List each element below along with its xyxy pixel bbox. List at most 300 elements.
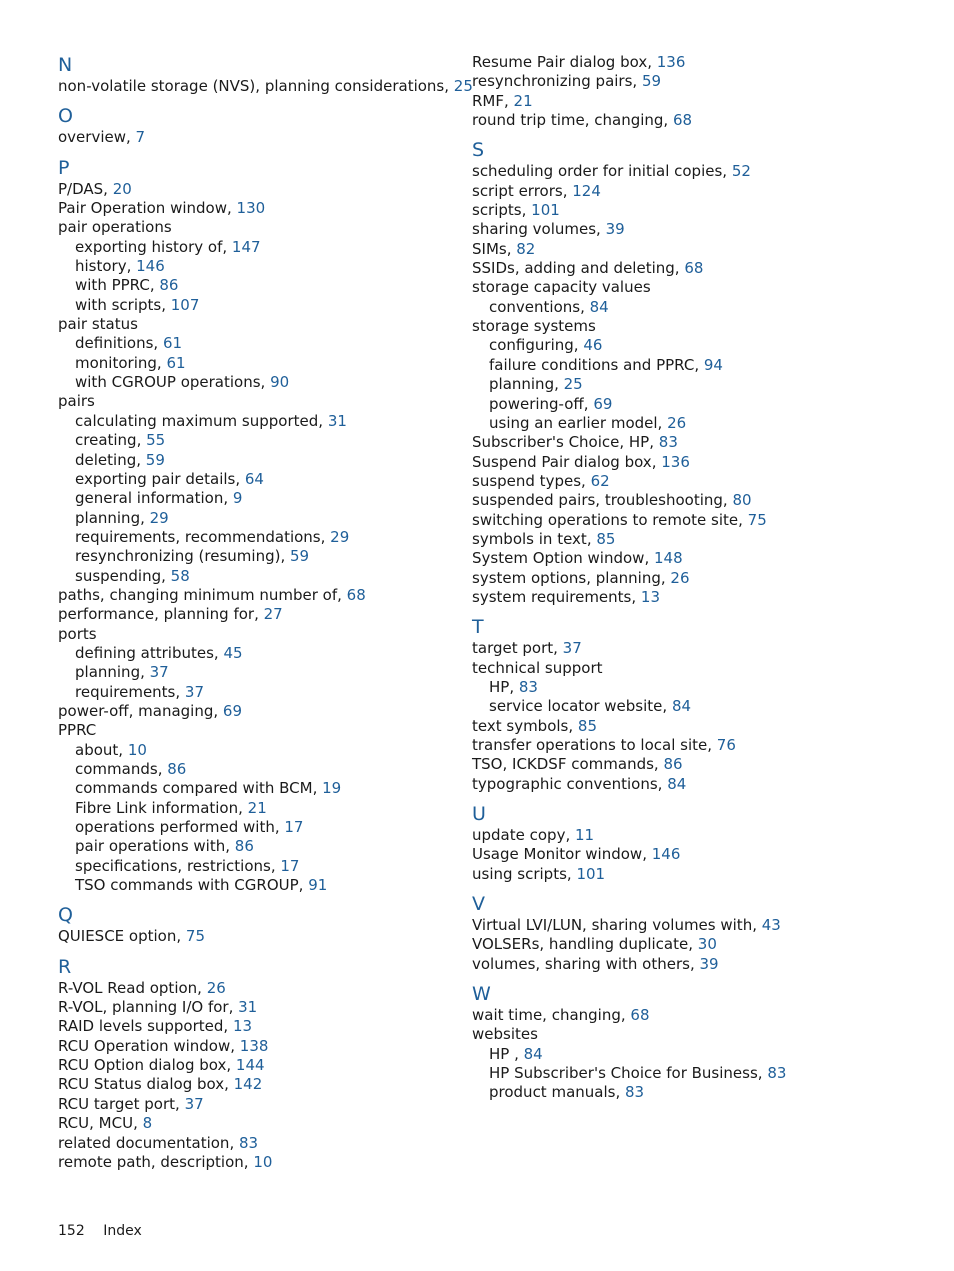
entry-term: scripts xyxy=(472,201,522,220)
page-link[interactable]: 37 xyxy=(184,1094,204,1113)
page-link[interactable]: 25 xyxy=(563,375,583,394)
page-link[interactable]: 148 xyxy=(654,549,683,568)
page-separator: , xyxy=(657,774,668,793)
entry-term: calculating maximum supported xyxy=(75,411,319,430)
entry-term: HP Subscriber's Choice for Business xyxy=(489,1064,758,1083)
entry-term: operations performed with xyxy=(75,818,275,837)
page-link[interactable]: 39 xyxy=(605,220,625,239)
index-entry xyxy=(58,702,458,721)
index-subentry xyxy=(58,238,458,257)
entry-term: symbols in text xyxy=(472,529,587,548)
page-link[interactable]: 101 xyxy=(576,864,606,883)
index-subentry xyxy=(58,663,458,682)
page-link[interactable]: 138 xyxy=(239,1036,269,1055)
entry-term: wait time, changing xyxy=(472,1006,621,1025)
entry-term: commands compared with BCM xyxy=(75,779,313,798)
entry-term: Resume Pair dialog box xyxy=(472,53,648,71)
page-link[interactable]: 84 xyxy=(589,297,609,316)
index-entry xyxy=(472,845,872,864)
page-link[interactable]: 124 xyxy=(572,181,601,200)
index-subentry xyxy=(58,857,458,876)
index-entry xyxy=(58,1056,458,1075)
page-link[interactable]: 55 xyxy=(146,431,166,450)
page-separator: , xyxy=(642,845,652,864)
page-link[interactable]: 37 xyxy=(149,663,169,682)
index-entry xyxy=(58,1153,458,1172)
page-link[interactable]: 7 xyxy=(135,128,146,147)
index-subentry xyxy=(472,1083,872,1102)
index-entry xyxy=(472,491,872,510)
page-separator: , xyxy=(133,1114,143,1133)
page-link[interactable]: 30 xyxy=(697,935,717,954)
page-link[interactable]: 83 xyxy=(625,1083,645,1102)
entry-term: transfer operations to local site xyxy=(472,736,708,754)
page-link[interactable]: 45 xyxy=(223,643,243,662)
index-entry xyxy=(472,1025,872,1044)
entry-term: using scripts xyxy=(472,864,567,883)
index-entry xyxy=(472,955,872,974)
index-entry xyxy=(472,588,872,607)
index-entry xyxy=(472,569,872,588)
page-link[interactable]: 86 xyxy=(663,755,683,774)
index-subentry xyxy=(58,818,458,837)
page-link[interactable]: 136 xyxy=(656,53,686,71)
page-link[interactable]: 26 xyxy=(667,413,687,432)
page-link[interactable]: 21 xyxy=(513,91,533,110)
entry-term: suspend types xyxy=(472,471,582,490)
entry-term: TSO, ICKDSF commands xyxy=(472,755,654,774)
entry-term: with CGROUP operations xyxy=(75,373,261,392)
entry-term: RCU target port xyxy=(58,1094,176,1113)
entry-term: power-off, managing xyxy=(58,701,214,720)
entry-term: RAID levels supported xyxy=(58,1017,224,1036)
entry-term: planning xyxy=(75,508,141,527)
page-separator: , xyxy=(581,471,591,490)
page-separator: , xyxy=(562,181,573,200)
index-entry xyxy=(472,530,872,549)
index-section-t xyxy=(472,615,872,794)
page-separator: , xyxy=(213,701,223,720)
page-link[interactable]: 146 xyxy=(136,257,165,276)
page-link[interactable]: 17 xyxy=(280,856,300,875)
entry-term: requirements, recommendations xyxy=(75,527,321,546)
page-link[interactable]: 8 xyxy=(142,1114,153,1133)
page-link[interactable]: 86 xyxy=(159,276,179,295)
page-link[interactable]: 68 xyxy=(672,111,693,130)
entry-term: Virtual LVI/LUN, sharing volumes with xyxy=(472,916,753,935)
page-separator: , xyxy=(752,916,762,935)
page-link[interactable]: 64 xyxy=(244,469,264,488)
page-link[interactable]: 91 xyxy=(308,876,328,895)
index-entry xyxy=(472,111,872,130)
index-entry xyxy=(472,53,872,72)
page-link[interactable]: 75 xyxy=(185,927,205,946)
page-separator: , xyxy=(230,1036,240,1055)
index-entry xyxy=(472,736,872,755)
entry-term: remote path, description xyxy=(58,1152,244,1171)
index-subentry xyxy=(58,876,458,895)
page-separator: , xyxy=(568,716,578,735)
page-separator: , xyxy=(161,566,171,585)
index-subentry xyxy=(58,567,458,586)
page-separator: , xyxy=(222,237,232,256)
entry-term: conventions xyxy=(489,297,581,316)
index-column-left xyxy=(58,53,473,1180)
page-link[interactable]: 84 xyxy=(671,697,692,716)
index-subentry xyxy=(472,414,872,433)
section-letter-heading: U xyxy=(472,803,486,826)
entry-term: technical support xyxy=(472,658,603,677)
index-entry xyxy=(472,72,872,91)
index-subentry xyxy=(58,354,458,373)
page-link[interactable]: 31 xyxy=(238,998,258,1017)
page-separator: , xyxy=(149,276,160,295)
index-section-p xyxy=(58,156,458,896)
page-separator: , xyxy=(235,469,245,488)
page-separator: , xyxy=(662,697,672,716)
entry-term: service locator website xyxy=(489,697,663,716)
page-link[interactable]: 75 xyxy=(747,510,767,529)
entry-term: text symbols xyxy=(472,716,569,735)
page-separator: , xyxy=(197,978,207,997)
page-link[interactable]: 61 xyxy=(162,334,183,353)
entry-term: update copy xyxy=(472,826,566,845)
page-separator: , xyxy=(722,162,732,181)
page-separator: , xyxy=(660,568,671,587)
page-link[interactable]: 84 xyxy=(523,1044,543,1063)
index-section-v xyxy=(472,892,872,974)
index-section-s xyxy=(472,138,872,607)
index-entry xyxy=(472,916,872,935)
entry-term: script errors xyxy=(472,181,563,200)
index-subentry xyxy=(472,678,872,697)
index-entry xyxy=(58,199,458,218)
entry-term: Pair Operation window xyxy=(58,199,227,218)
entry-term: RCU Option dialog box xyxy=(58,1056,227,1075)
page-separator: , xyxy=(103,179,113,198)
index-entry xyxy=(58,77,473,96)
index-subentry xyxy=(58,528,458,547)
page-separator: , xyxy=(224,1075,234,1094)
index-subentry xyxy=(58,276,458,295)
index-entry xyxy=(472,259,872,278)
entry-term: system requirements xyxy=(472,587,632,606)
page-link[interactable]: 82 xyxy=(516,239,536,258)
page-separator: , xyxy=(126,128,136,147)
index-entry xyxy=(472,865,872,884)
section-letter-heading: N xyxy=(58,54,73,76)
page-link[interactable]: 68 xyxy=(684,259,704,278)
section-letter-heading: V xyxy=(472,893,485,916)
section-letter-heading: S xyxy=(472,139,485,162)
page-link[interactable]: 13 xyxy=(640,587,661,606)
index-entry xyxy=(58,1037,458,1056)
page-link[interactable]: 39 xyxy=(699,954,719,973)
index-subentry xyxy=(58,431,458,450)
page-link[interactable]: 68 xyxy=(630,1006,650,1025)
page-link[interactable]: 94 xyxy=(703,355,723,374)
page-separator: , xyxy=(653,755,664,774)
page-link[interactable]: 80 xyxy=(732,491,752,510)
index-subentry xyxy=(58,509,458,528)
index-entry xyxy=(58,927,458,946)
entry-term: RCU Status dialog box xyxy=(58,1075,225,1094)
page-link[interactable]: 21 xyxy=(247,798,267,817)
entry-term: R-VOL Read option xyxy=(58,978,198,997)
index-section-continued xyxy=(472,53,872,130)
entry-term: R-VOL, planning I/O for xyxy=(58,998,229,1017)
entry-term: performance, planning for xyxy=(58,605,255,624)
page-link[interactable]: 85 xyxy=(577,716,597,735)
page-separator: , xyxy=(270,856,281,875)
index-section-n xyxy=(58,53,473,96)
page-link[interactable]: 13 xyxy=(232,1017,253,1036)
page-separator: , xyxy=(228,998,239,1017)
page-separator: , xyxy=(689,954,700,973)
index-subentry xyxy=(58,779,458,798)
page-separator: , xyxy=(226,1056,236,1075)
page-link[interactable]: 147 xyxy=(231,237,261,256)
page-link[interactable]: 11 xyxy=(575,826,595,845)
page-separator: , xyxy=(644,549,654,568)
index-entry xyxy=(58,128,458,147)
page-link[interactable]: 85 xyxy=(596,529,616,548)
index-entry xyxy=(58,218,458,237)
page-footer xyxy=(58,1222,142,1240)
entry-term: general information xyxy=(75,489,224,508)
page-link[interactable]: 19 xyxy=(322,779,342,798)
page-separator: , xyxy=(663,111,673,130)
index-subentry xyxy=(472,697,872,716)
entry-term: failure conditions and PPRC xyxy=(489,355,695,374)
entry-term: configuring xyxy=(489,336,574,355)
index-entry xyxy=(58,315,458,334)
index-entry xyxy=(58,998,458,1017)
index-subentry xyxy=(58,451,458,470)
entry-term: VOLSERs, handling duplicate xyxy=(472,935,689,954)
page-link[interactable]: 31 xyxy=(327,411,347,430)
page-link[interactable]: 142 xyxy=(233,1075,263,1094)
entry-term: history xyxy=(75,257,127,276)
page-link[interactable]: 9 xyxy=(232,489,243,508)
section-letter-heading: P xyxy=(58,156,70,179)
entry-term: RCU, MCU xyxy=(58,1114,134,1133)
page-separator: , xyxy=(444,77,454,95)
entry-term: defining attributes xyxy=(75,643,214,662)
page-link[interactable]: 10 xyxy=(127,740,147,759)
page-separator: , xyxy=(254,605,264,624)
page-separator: , xyxy=(504,91,514,110)
page-link[interactable]: 26 xyxy=(206,978,226,997)
entry-term: requirements xyxy=(75,682,176,701)
index-entry xyxy=(472,201,872,220)
page-link[interactable]: 61 xyxy=(166,353,186,372)
page-link[interactable]: 83 xyxy=(658,433,678,452)
entry-term: volumes, sharing with others xyxy=(472,954,690,973)
page-link[interactable]: 146 xyxy=(651,845,681,864)
page-separator: , xyxy=(280,547,290,566)
page-separator: , xyxy=(118,740,128,759)
page-separator: , xyxy=(318,411,328,430)
page-link[interactable]: 83 xyxy=(238,1133,259,1152)
page-link[interactable]: 144 xyxy=(235,1056,265,1075)
page-link[interactable]: 29 xyxy=(330,527,350,546)
index-section-u xyxy=(472,802,872,884)
page-link[interactable]: 68 xyxy=(346,585,366,604)
page-number: 152 xyxy=(58,1223,85,1239)
page-link[interactable]: 43 xyxy=(761,916,781,935)
index-subentry xyxy=(472,395,872,414)
index-subentry xyxy=(472,375,872,394)
index-subentry xyxy=(58,683,458,702)
index-section-o xyxy=(58,104,458,147)
page-link[interactable]: 69 xyxy=(593,394,613,413)
page-link[interactable]: 107 xyxy=(170,295,200,314)
page-link[interactable]: 83 xyxy=(767,1064,787,1083)
index-entry xyxy=(58,979,458,998)
entry-term: exporting pair details xyxy=(75,469,236,488)
page-link[interactable]: 90 xyxy=(270,373,290,392)
page-link[interactable]: 37 xyxy=(562,639,582,658)
page-separator: , xyxy=(126,257,137,276)
entry-term: QUIESCE option xyxy=(58,927,177,946)
page-link[interactable]: 83 xyxy=(518,677,538,696)
entry-term: paths, changing minimum number of xyxy=(58,585,338,604)
index-subentry xyxy=(58,741,458,760)
page-separator: , xyxy=(586,529,597,548)
footer-section-title: Index xyxy=(103,1223,142,1239)
index-subentry xyxy=(58,799,458,818)
entry-term: overview xyxy=(58,128,126,147)
page-separator: , xyxy=(738,510,748,529)
page-separator: , xyxy=(674,259,685,278)
index-entry xyxy=(472,92,872,111)
entry-term: deleting xyxy=(75,450,137,469)
entry-term: round trip time, changing xyxy=(472,111,664,130)
page-link[interactable]: 37 xyxy=(184,682,205,701)
page-link[interactable]: 46 xyxy=(583,336,603,355)
index-entry xyxy=(472,220,872,239)
index-entry xyxy=(58,1134,458,1153)
index-subentry xyxy=(472,1045,872,1064)
page-link[interactable]: 86 xyxy=(234,837,254,856)
page-separator: , xyxy=(260,373,271,392)
entry-term: Suspend Pair dialog box xyxy=(472,452,652,471)
page-link[interactable]: 59 xyxy=(290,547,310,566)
page-separator: , xyxy=(312,779,323,798)
page-link[interactable]: 17 xyxy=(284,818,304,837)
index-section-q xyxy=(58,903,458,946)
section-letter-heading: O xyxy=(58,105,73,128)
index-entry xyxy=(472,453,872,472)
page-separator: , xyxy=(580,297,590,316)
page-link[interactable]: 29 xyxy=(149,508,169,527)
page-separator: , xyxy=(615,1083,625,1102)
entry-term: powering-off xyxy=(489,394,584,413)
index-subentry xyxy=(58,257,458,276)
page-link[interactable]: 27 xyxy=(263,605,283,624)
page-separator: , xyxy=(243,1152,254,1171)
page-separator: , xyxy=(707,736,717,754)
entry-term: HP xyxy=(489,677,510,696)
entry-term: SIMs xyxy=(472,239,507,258)
page-link[interactable]: 101 xyxy=(531,201,560,220)
entry-term: Fibre Link information xyxy=(75,798,239,817)
page-separator: , xyxy=(565,826,575,845)
section-letter-heading: W xyxy=(472,983,491,1006)
entry-term: Subscriber's Choice, HP xyxy=(472,433,650,452)
page-link[interactable]: 136 xyxy=(661,452,690,471)
entry-term: system options, planning xyxy=(472,568,661,587)
entry-term: pair status xyxy=(58,315,138,334)
page-separator: , xyxy=(688,935,698,954)
page-separator: , xyxy=(136,431,147,450)
entry-term: PPRC xyxy=(58,721,97,740)
entry-term: P/DAS xyxy=(58,179,104,198)
page-separator: , xyxy=(175,1094,185,1113)
page-link[interactable]: 86 xyxy=(167,760,187,778)
page-link[interactable]: 76 xyxy=(716,736,736,754)
index-section-w xyxy=(472,982,872,1103)
page-link[interactable]: 20 xyxy=(112,179,132,198)
page-link[interactable]: 59 xyxy=(641,72,662,91)
page-link[interactable]: 59 xyxy=(145,450,165,469)
index-entry xyxy=(58,721,458,740)
entry-term: SSIDs, adding and deleting xyxy=(472,259,675,278)
page-link[interactable]: 69 xyxy=(222,701,243,720)
entry-term: planning xyxy=(75,663,141,682)
index-entry xyxy=(472,717,872,736)
index-entry xyxy=(472,659,872,678)
page-separator: , xyxy=(620,1006,631,1025)
page-link[interactable]: 58 xyxy=(170,566,190,585)
page-separator: , xyxy=(175,682,185,701)
index-subentry xyxy=(58,373,458,392)
page-link[interactable]: 26 xyxy=(670,568,690,587)
index-entry xyxy=(472,935,872,954)
page-separator: , xyxy=(213,643,224,662)
index-entry xyxy=(472,182,872,201)
page-separator: , xyxy=(136,450,146,469)
page-link[interactable]: 25 xyxy=(453,77,473,95)
page-separator: , xyxy=(514,1044,524,1063)
page-separator: , xyxy=(554,375,564,394)
entry-term: target port xyxy=(472,639,554,658)
entry-term: RMF xyxy=(472,91,504,110)
index-entry xyxy=(58,625,458,644)
page-separator: , xyxy=(176,927,186,946)
entry-term: resynchronizing (resuming) xyxy=(75,547,281,566)
page-separator: , xyxy=(509,677,519,696)
entry-term: RCU Operation window xyxy=(58,1036,231,1055)
page-link[interactable]: 62 xyxy=(590,471,610,490)
page-link[interactable]: 10 xyxy=(253,1152,273,1171)
index-subentry xyxy=(472,298,872,317)
index-subentry xyxy=(58,296,458,315)
page-link[interactable]: 130 xyxy=(236,199,266,218)
index-entry xyxy=(472,317,872,336)
page-link[interactable]: 52 xyxy=(731,162,751,181)
entry-term: about xyxy=(75,740,119,759)
entry-term: storage systems xyxy=(472,317,596,336)
page-link[interactable]: 84 xyxy=(667,774,687,793)
page-separator: , xyxy=(156,353,167,372)
index-entry xyxy=(472,639,872,658)
index-subentry xyxy=(58,470,458,489)
entry-term: ports xyxy=(58,624,97,643)
index-subentry xyxy=(58,489,458,508)
section-letter-heading: T xyxy=(472,616,484,639)
